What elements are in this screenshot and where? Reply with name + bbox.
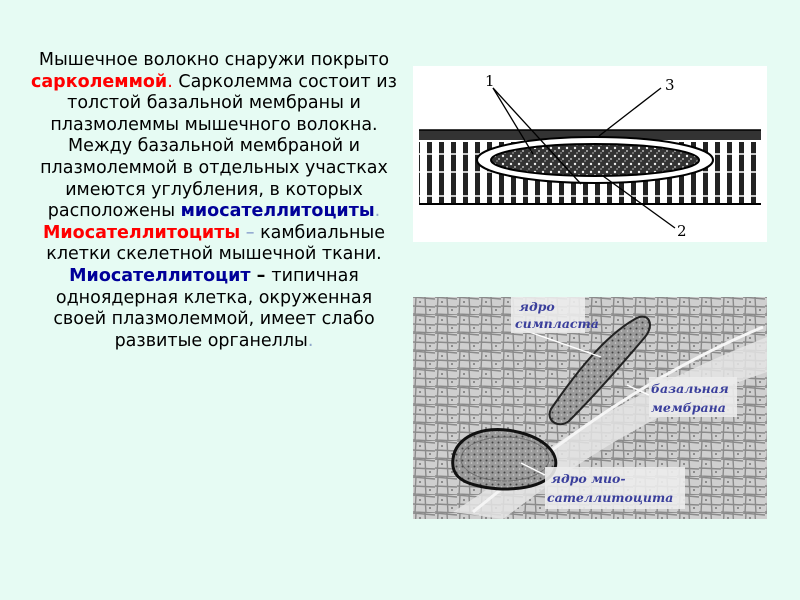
- p4-dot: .: [307, 330, 314, 351]
- term-sarcolemma: сарколеммой: [31, 71, 168, 92]
- p2-dot: .: [374, 201, 381, 222]
- p1-dot: .: [167, 71, 173, 92]
- term-myosatellitocyte: Миосателлитоцит: [69, 265, 251, 286]
- label-basal-2: мембрана: [651, 400, 726, 415]
- label-basal-1: базальная: [651, 381, 729, 396]
- label-2: 2: [677, 222, 687, 240]
- label-1: 1: [485, 72, 495, 90]
- p3-text: камбиальные клетки скелетной мышечной ткани.: [46, 222, 385, 265]
- p4-dash: –: [250, 265, 272, 286]
- label-myosat-2: сателлитоцита: [547, 490, 674, 505]
- label-symplast-2: симпласта: [515, 316, 599, 331]
- label-symplast-1: ядро: [519, 299, 555, 314]
- term-myosatellitocytes: миосателлитоциты: [180, 201, 375, 222]
- electron-micrograph: [413, 297, 767, 519]
- satellite-cell-nucleus: [491, 144, 699, 176]
- p4-text: типичная одноядерная клетка, окруженная своей плазмолеммой, имеет слабо развитые органеллы: [53, 265, 375, 351]
- description-text: [28, 50, 400, 352]
- p1-text: Мышечное волокно снаружи покрыто: [38, 50, 390, 70]
- p3-dash: –: [240, 222, 261, 243]
- term-myosatellitocytes-def: Миосателлитоциты: [43, 222, 241, 243]
- pointer-3: [599, 88, 661, 136]
- p2-text: Сарколемма состоит из толстой базальной мембраны и плазмолеммы мышечного волокна. Между базальной мембраной и плазмолеммой в отдельных участках имеются углубления, в которых расположены: [40, 71, 397, 222]
- label-myosat-1: ядро мио-: [551, 471, 626, 486]
- label-3: 3: [665, 76, 675, 94]
- sarcolemma-diagram: [413, 66, 767, 242]
